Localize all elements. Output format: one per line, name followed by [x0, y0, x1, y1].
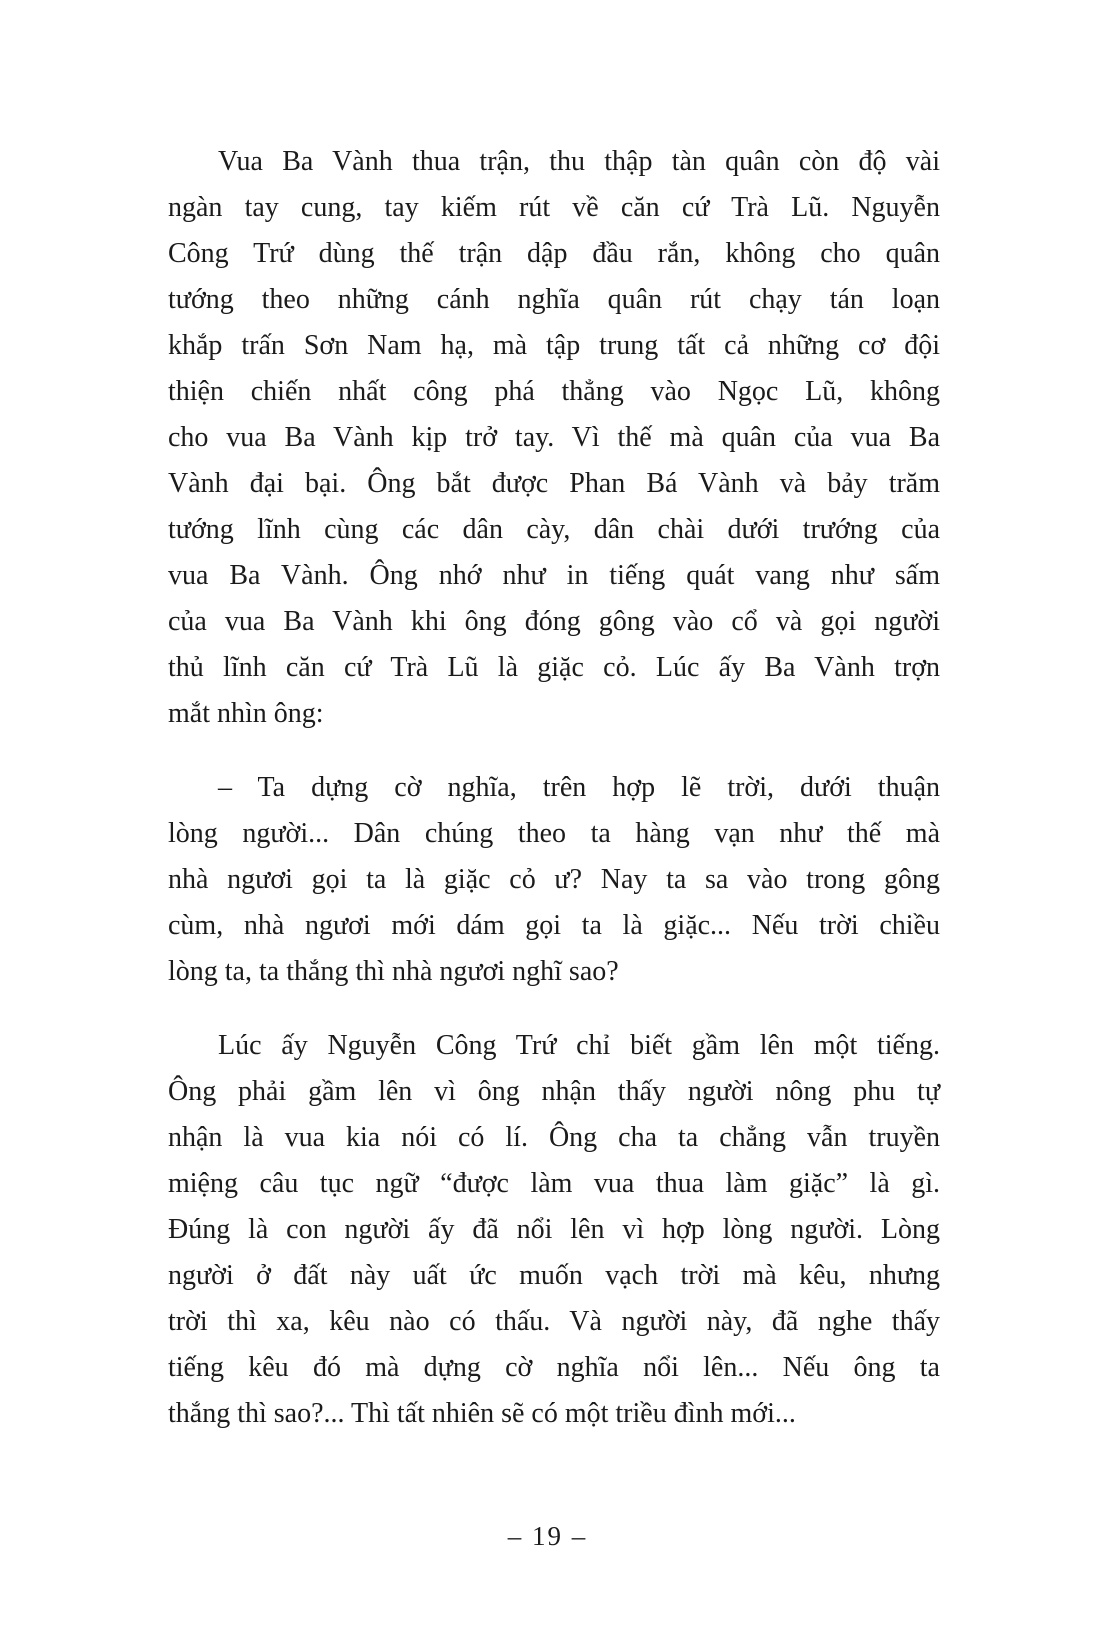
text-line: người ở đất này uất ức muốn vạch trời mà kêu, nhưng [168, 1260, 940, 1291]
text-line: – Ta dựng cờ nghĩa, trên hợp lẽ trời, dưới thuận [218, 772, 940, 803]
text-line: Lúc ấy Nguyễn Công Trứ chỉ biết gầm lên một tiếng. [218, 1030, 940, 1061]
page-number: – 19 – [507, 1521, 588, 1551]
text-line: trời thì xa, kêu nào có thấu. Và người này, đã nghe thấy [168, 1306, 940, 1337]
text-line: Vua Ba Vành thua trận, thu thập tàn quân còn độ vài [218, 146, 940, 177]
text-line: ngàn tay cung, tay kiếm rút về căn cứ Trà Lũ. Nguyễn [168, 192, 940, 223]
text-line: thiện chiến nhất công phá thẳng vào Ngọc Lũ, không [168, 376, 940, 407]
text-line: tướng theo những cánh nghĩa quân rút chạy tán loạn [168, 284, 940, 315]
text-line: cho vua Ba Vành kịp trở tay. Vì thế mà quân của vua Ba [168, 422, 940, 453]
paragraph [168, 765, 940, 995]
text-line: khắp trấn Sơn Nam hạ, mà tập trung tất cả những cơ đội [168, 330, 940, 361]
text-line: lòng ta, ta thắng thì nhà ngươi nghĩ sao? [168, 956, 619, 987]
paragraph [168, 139, 940, 737]
text-line: nhận là vua kia nói có lí. Ông cha ta chẳng vẫn truyền [168, 1122, 940, 1153]
text-line: thủ lĩnh căn cứ Trà Lũ là giặc cỏ. Lúc ấy Ba Vành trợn [168, 652, 940, 683]
text-line: thắng thì sao?... Thì tất nhiên sẽ có một triều đình mới... [168, 1398, 796, 1429]
text-block [168, 139, 940, 1437]
text-line: tướng lĩnh cùng các dân cày, dân chài dưới trướng của [168, 514, 940, 545]
paragraph [168, 1023, 940, 1437]
text-line: Ông phải gầm lên vì ông nhận thấy người nông phu tự [168, 1076, 940, 1107]
text-line: cùm, nhà ngươi mới dám gọi ta là giặc... Nếu trời chiều [168, 910, 940, 941]
text-line: mắt nhìn ông: [168, 698, 324, 729]
text-line: Vành đại bại. Ông bắt được Phan Bá Vành và bảy trăm [168, 468, 940, 499]
text-line: tiếng kêu đó mà dựng cờ nghĩa nổi lên... Nếu ông ta [168, 1352, 940, 1383]
text-line: của vua Ba Vành khi ông đóng gông vào cổ và gọi người [168, 606, 940, 637]
text-line: miệng câu tục ngữ “được làm vua thua làm giặc” là gì. [168, 1168, 940, 1199]
text-line: Công Trứ dùng thế trận dập đầu rắn, không cho quân [168, 238, 940, 269]
text-line: vua Ba Vành. Ông nhớ như in tiếng quát vang như sấm [168, 560, 940, 591]
text-line: nhà ngươi gọi ta là giặc cỏ ư? Nay ta sa vào trong gông [168, 864, 940, 895]
text-line: Đúng là con người ấy đã nổi lên vì hợp lòng người. Lòng [168, 1214, 940, 1245]
text-line: lòng người... Dân chúng theo ta hàng vạn như thế mà [168, 818, 940, 849]
